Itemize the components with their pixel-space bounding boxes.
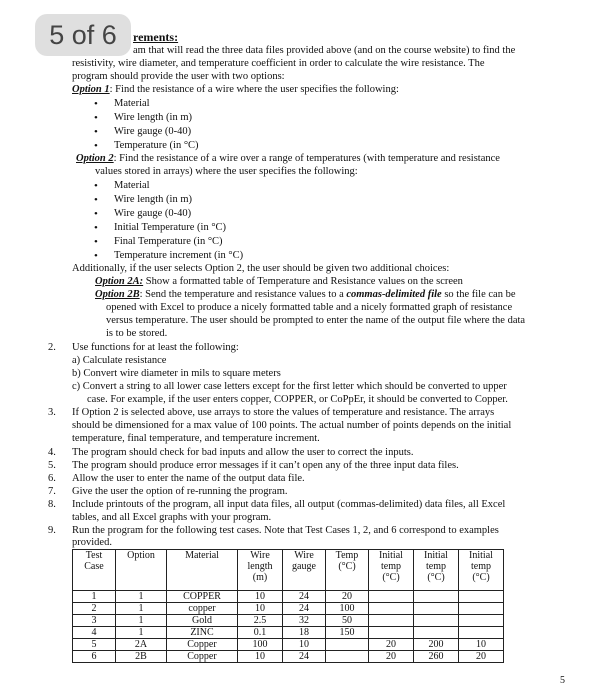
option2a-text: Show a formatted table of Temperature and Resistance values on the screen <box>143 276 463 287</box>
item2-sub-b: b) Convert wire diameter in mils to square meters <box>72 368 281 379</box>
table-cell: Copper <box>167 639 238 651</box>
option1-item: • Wire gauge (0-40) <box>114 126 191 138</box>
table-cell: 10 <box>459 639 504 651</box>
option2a-label: Option 2A: <box>95 276 144 287</box>
table-cell: Copper <box>167 651 238 663</box>
item2-sub-c: c) Convert a string to all lower case letters except for the first letter which should be converted to upper <box>72 381 507 392</box>
option2b-text: : Send the temperature and resistance values to a <box>139 289 347 300</box>
table-cell: 20 <box>459 651 504 663</box>
option2-text: : Find the resistance of a wire over a range of temperatures (with temperature and resistance <box>113 153 500 164</box>
item-number: 7. <box>48 486 56 497</box>
table-cell: 2 <box>73 603 116 615</box>
item3-line-2: should be dimensioned for a max value of 100 points. The actual number of points depends on the initial <box>72 420 512 431</box>
table-row <box>73 651 504 663</box>
option2b-label: Option 2B <box>95 289 140 300</box>
table-cell: 10 <box>238 591 283 603</box>
test-cases-table <box>72 549 504 663</box>
table-cell <box>369 615 414 627</box>
option1-item: • Material <box>114 98 150 110</box>
item-number: 9. <box>48 525 56 536</box>
table-row <box>73 627 504 639</box>
table-cell <box>369 603 414 615</box>
table-cell: 20 <box>369 639 414 651</box>
header-cell: Initial temp (°C) <box>459 550 504 591</box>
option1-label: Option 1 <box>72 84 110 95</box>
item2-text: Use functions for at least the following: <box>72 342 239 353</box>
table-cell: 1 <box>116 591 167 603</box>
option2b-line-4: is to be stored. <box>106 328 168 339</box>
table-cell: 1 <box>73 591 116 603</box>
table-cell: 1 <box>116 615 167 627</box>
item2-sub-a: a) Calculate resistance <box>72 355 167 366</box>
option1-item: • Temperature (in °C) <box>114 140 199 152</box>
intro-line-1: am that will read the three data files provided above (and on the course website) to find the <box>133 45 516 56</box>
item-number: 5. <box>48 460 56 471</box>
item-number: 3. <box>48 407 56 418</box>
option2-item: • Temperature increment (in °C) <box>114 250 243 262</box>
item-number: 2. <box>48 342 56 353</box>
option2-line <box>76 153 500 165</box>
option2-label: Option 2 <box>76 153 114 164</box>
item9-line-1: Run the program for the following test cases. Note that Test Cases 1, 2, and 6 correspond to examples <box>72 525 499 536</box>
section-heading: rements: <box>133 30 179 44</box>
item-number: 8. <box>48 499 56 510</box>
table-cell: 260 <box>414 651 459 663</box>
option2a-line <box>95 276 463 288</box>
header-cell: Material <box>167 550 238 591</box>
table-cell <box>459 627 504 639</box>
additional-choices-line: Additionally, if the user selects Option 2, the user should be given two additional choices: <box>72 263 450 274</box>
table-cell: 5 <box>73 639 116 651</box>
table-header-row <box>73 550 504 591</box>
item3-line-3: temperature, final temperature, and temperature increment. <box>72 433 320 444</box>
table-cell <box>326 651 369 663</box>
page-counter-badge: 5 of 6 <box>35 14 131 56</box>
header-cell: Initial temp (°C) <box>414 550 459 591</box>
table-cell: Gold <box>167 615 238 627</box>
option2-item: • Wire length (in m) <box>114 194 192 206</box>
table-cell: 24 <box>283 603 326 615</box>
table-cell: 200 <box>414 639 459 651</box>
table-row <box>73 591 504 603</box>
table-cell: 24 <box>283 651 326 663</box>
item4-text: The program should check for bad inputs and allow the user to correct the inputs. <box>72 447 414 458</box>
option1-item: • Wire length (in m) <box>114 112 192 124</box>
table-cell <box>459 615 504 627</box>
table-cell: 1 <box>116 603 167 615</box>
table-cell <box>459 591 504 603</box>
option2-line-2: values stored in arrays) where the user specifies the following: <box>95 166 358 177</box>
table-cell <box>326 639 369 651</box>
table-cell: 2B <box>116 651 167 663</box>
table-cell: 3 <box>73 615 116 627</box>
table-cell: 6 <box>73 651 116 663</box>
table-cell <box>414 603 459 615</box>
table-cell: 32 <box>283 615 326 627</box>
item7-text: Give the user the option of re-running the program. <box>72 486 288 497</box>
table-cell: 10 <box>283 639 326 651</box>
option2-item: • Wire gauge (0-40) <box>114 208 191 220</box>
table-cell: copper <box>167 603 238 615</box>
item8-line-1: Include printouts of the program, all input data files, all output (commas-delimited) data files, all Excel <box>72 499 506 510</box>
option2b-text-end: so the file can be <box>441 289 516 300</box>
header-cell: Option <box>116 550 167 591</box>
option1-text: : Find the resistance of a wire where the user specifies the following: <box>109 84 399 95</box>
table-cell: 20 <box>326 591 369 603</box>
table-cell: 4 <box>73 627 116 639</box>
option2b-emphasis: commas-delimited file <box>346 289 442 300</box>
table-cell: 150 <box>326 627 369 639</box>
table-cell <box>369 627 414 639</box>
item5-text: The program should produce error messages if it can’t open any of the three input data files. <box>72 460 459 471</box>
table-cell <box>459 603 504 615</box>
item9-line-2: provided. <box>72 537 112 548</box>
table-cell: 50 <box>326 615 369 627</box>
table-cell: 0.1 <box>238 627 283 639</box>
option2-item: • Initial Temperature (in °C) <box>114 222 226 234</box>
table-row <box>73 639 504 651</box>
table-cell: 100 <box>238 639 283 651</box>
item3-line-1: If Option 2 is selected above, use arrays to store the values of temperature and resistance. The arrays <box>72 407 495 418</box>
table-row <box>73 603 504 615</box>
table-cell: 10 <box>238 651 283 663</box>
header-cell: Wire length (m) <box>238 550 283 591</box>
option2b-line <box>95 289 515 301</box>
item2-sub-c-cont: case. For example, if the user enters copper, COPPER, or CoPpEr, it should be converted to Copper. <box>87 394 508 405</box>
option2b-line-3: versus temperature. The user should be prompted to enter the name of the output file where the data <box>106 315 526 326</box>
option2-item: • Material <box>114 180 150 192</box>
header-cell: Test Case <box>73 550 116 591</box>
intro-line-3: program should provide the user with two options: <box>72 71 285 82</box>
table-cell <box>414 615 459 627</box>
item-number: 6. <box>48 473 56 484</box>
table-cell: 1 <box>116 627 167 639</box>
table-cell: 18 <box>283 627 326 639</box>
table-cell: COPPER <box>167 591 238 603</box>
table-cell: ZINC <box>167 627 238 639</box>
option1-line <box>72 84 399 96</box>
table-cell <box>369 591 414 603</box>
table-cell: 100 <box>326 603 369 615</box>
page-number: 5 <box>560 675 565 686</box>
item8-line-2: tables, and all Excel graphs with your program. <box>72 512 272 523</box>
table-cell: 2A <box>116 639 167 651</box>
header-cell: Temp (°C) <box>326 550 369 591</box>
option2b-line-2: opened with Excel to produce a nicely formatted table and a nicely formatted graph of resistance <box>106 302 513 313</box>
header-cell: Initial temp (°C) <box>369 550 414 591</box>
table-row <box>73 615 504 627</box>
table-cell: 20 <box>369 651 414 663</box>
table-cell: 24 <box>283 591 326 603</box>
header-cell: Wire gauge <box>283 550 326 591</box>
option2-item: • Final Temperature (in °C) <box>114 236 223 248</box>
table-cell <box>414 627 459 639</box>
item6-text: Allow the user to enter the name of the output data file. <box>72 473 305 484</box>
item-number: 4. <box>48 447 56 458</box>
table-cell: 2.5 <box>238 615 283 627</box>
table-cell <box>414 591 459 603</box>
intro-line-2: resistivity, wire diameter, and temperature coefficient in order to calculate the wire resistance. The <box>72 58 485 69</box>
table-cell: 10 <box>238 603 283 615</box>
